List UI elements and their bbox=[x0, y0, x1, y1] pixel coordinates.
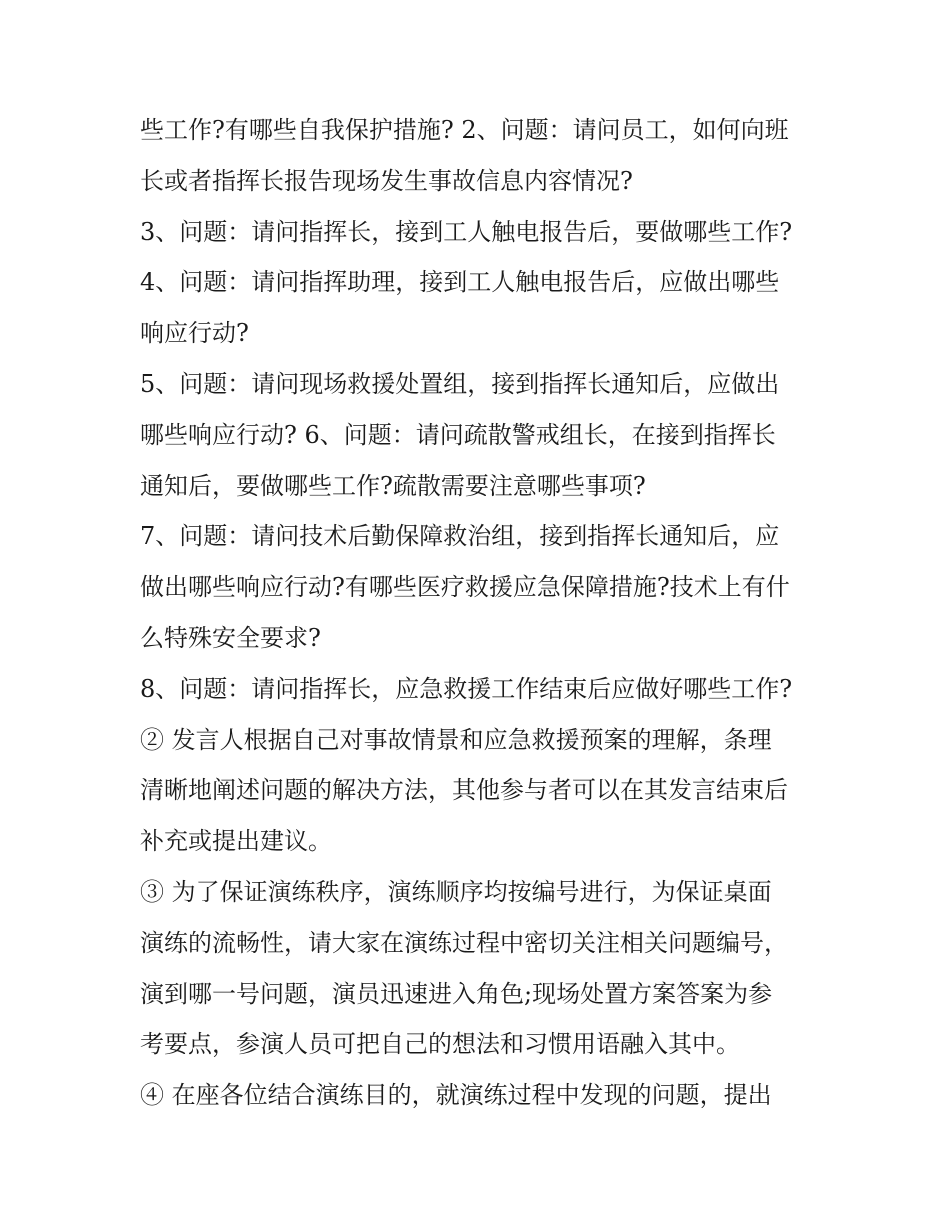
text-line: 演到哪一号问题，演员迅速进入角色;现场处置方案答案为参 bbox=[140, 979, 773, 1008]
text-line: 4、问题：请问指挥助理，接到工人触电报告后，应做出哪些 bbox=[140, 268, 780, 297]
text-line: 通知后，要做哪些工作?疏散需要注意哪些事项? bbox=[140, 471, 646, 500]
text-line: 长或者指挥长报告现场发生事故信息内容情况? bbox=[140, 166, 633, 195]
text-line: 考要点，参演人员可把自己的想法和习惯用语融入其中。 bbox=[140, 1030, 740, 1059]
text-line: 8、问题：请问指挥长，应急救援工作结束后应做好哪些工作? bbox=[140, 674, 793, 703]
text-line: ③ 为了保证演练秩序，演练顺序均按编号进行，为保证桌面 bbox=[140, 877, 772, 906]
text-line: 么特殊安全要求? bbox=[140, 623, 321, 652]
text-line: ② 发言人根据自己对事故情景和应急救援预案的理解，条理 bbox=[140, 725, 772, 754]
text-line: 演练的流畅性，请大家在演练过程中密切关注相关问题编号， bbox=[140, 928, 788, 957]
text-line: 响应行动? bbox=[140, 319, 249, 348]
text-line: 做出哪些响应行动?有哪些医疗救援应急保障措施?技术上有什 bbox=[140, 573, 790, 602]
text-line: 补充或提出建议。 bbox=[140, 827, 332, 856]
text-line: 哪些响应行动? 6、问题：请问疏散警戒组长，在接到指挥长 bbox=[140, 420, 776, 449]
text-line: 3、问题：请问指挥长，接到工人触电报告后，要做哪些工作? bbox=[140, 217, 793, 246]
document-body bbox=[140, 105, 820, 1121]
text-line: 5、问题：请问现场救援处置组，接到指挥长通知后，应做出 bbox=[140, 369, 780, 398]
text-line: 7、问题：请问技术后勤保障救治组，接到指挥长通知后，应 bbox=[140, 522, 780, 551]
text-line: 清晰地阐述问题的解决方法，其他参与者可以在其发言结束后 bbox=[140, 776, 788, 805]
text-line: ④ 在座各位结合演练目的，就演练过程中发现的问题，提出 bbox=[140, 1081, 772, 1110]
text-line: 些工作?有哪些自我保护措施? 2、问题：请问员工，如何向班 bbox=[140, 116, 789, 144]
